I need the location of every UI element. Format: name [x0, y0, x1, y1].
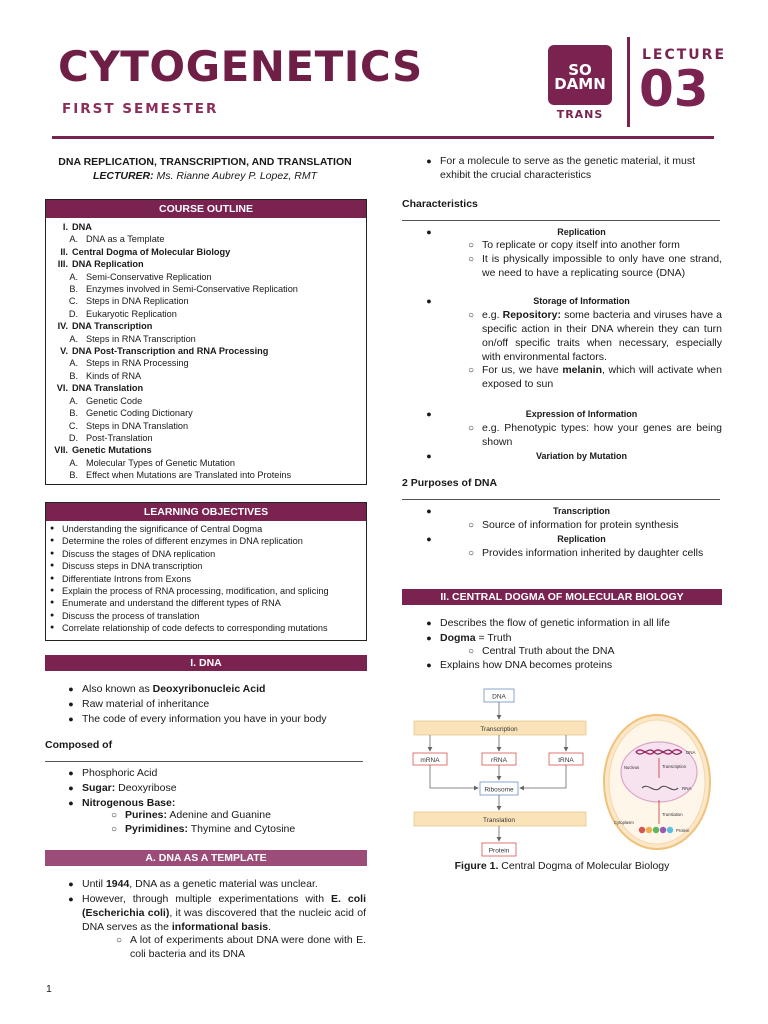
- outline-subitem: [46, 283, 366, 295]
- objective-text: Differentiate Introns from Exons: [62, 573, 192, 584]
- outline-subitem-number: A.: [69, 395, 78, 406]
- outline-subitem: [46, 420, 366, 432]
- replication-sub: [460, 239, 722, 281]
- outline-subitem: [46, 370, 366, 382]
- outline-subitem-number: B.: [69, 470, 78, 481]
- pyrimidines-label: Pyrimidines:: [125, 822, 189, 835]
- purpose-transcription: [418, 505, 723, 519]
- bullet-icon: ●: [50, 549, 55, 557]
- template-ecoli-experiments: A lot of experiments about DNA were done with E. coli bacteria and its DNA: [130, 934, 366, 960]
- list-item: ○ Source of information for protein synthesis: [460, 519, 722, 533]
- list-item: ○ Provides information inherited by daughter cells: [460, 547, 722, 561]
- list-item: ● Replication: [418, 533, 723, 546]
- outline-subitem-number: A.: [69, 358, 78, 369]
- objective-item: [50, 597, 362, 609]
- list-item: ○ Central Truth about the DNA: [460, 645, 722, 659]
- objective-text: Discuss the process of translation: [62, 610, 200, 621]
- outline-item: [46, 382, 366, 394]
- header-divider: [627, 37, 630, 127]
- char-variation: [418, 450, 723, 464]
- outline-item-number: VI.: [56, 383, 68, 394]
- purpose-transcription-sub: [460, 519, 722, 533]
- outline-subitem-number: B.: [69, 370, 78, 381]
- list-item: ● Also known as Deoxyribonucleic Acid: [68, 683, 266, 695]
- outline-subitem-number: C.: [68, 296, 78, 307]
- flow-rrna-label: rRNA: [491, 757, 507, 764]
- list-item: ● Dogma = Truth: [426, 631, 512, 644]
- dogma-label: Dogma: [440, 631, 476, 644]
- list-item: ○ Purines: Adenine and Guanine: [110, 809, 271, 821]
- dna-raw-material: Raw material of inheritance: [82, 697, 210, 710]
- objective-text: Explain the process of RNA processing, modification, and splicing: [62, 586, 329, 597]
- cell-illustration: [602, 712, 712, 852]
- outline-subitem: [46, 395, 366, 407]
- outline-subitem-label: Effect when Mutations are Translated into Proteins: [86, 470, 292, 481]
- template-t1-post: , DNA as a genetic material was unclear.: [129, 878, 318, 890]
- outline-subitem-number: A.: [69, 234, 78, 245]
- dna-aka-bold: Deoxyribonucleic Acid: [152, 683, 266, 695]
- flow-dna-label: DNA: [492, 693, 506, 701]
- learning-objectives-list: [46, 521, 366, 637]
- outline-item-label: Genetic Mutations: [72, 445, 152, 456]
- dna-bullets: [60, 683, 366, 728]
- bullet-icon: ●: [50, 574, 55, 582]
- lecture-number: 03: [639, 60, 709, 118]
- header-rule: [52, 136, 714, 139]
- outline-item: [46, 345, 366, 357]
- course-outline-heading: COURSE OUTLINE: [46, 200, 366, 218]
- replication-sub-1: To replicate or copy itself into another form: [482, 239, 680, 251]
- objective-text: Determine the roles of different enzymes in DNA replication: [62, 536, 303, 547]
- cell-nucleus-label: Nucleus: [624, 765, 640, 770]
- purines-value: Adenine and Guanine: [167, 809, 271, 821]
- outline-subitem-number: A.: [69, 457, 78, 468]
- flow-connector: [430, 765, 478, 788]
- outline-subitem-label: Kinds of RNA: [86, 370, 142, 381]
- phosphoric-acid: Phosphoric Acid: [82, 767, 158, 779]
- outline-subitem-label: DNA as a Template: [86, 234, 165, 245]
- purpose-replication-sub: [460, 547, 722, 561]
- list-item: ● However, through multiple experimentations with E. coli (Escherichia coli), it was discovered that the nucleic acid of DNA serves as the informational basis.: [68, 892, 366, 933]
- bullet-icon: ●: [50, 599, 55, 607]
- genetic-material-intro: For a molecule to serve as the genetic material, it must exhibit the crucial characteristics: [440, 155, 696, 181]
- section-central-dogma-heading: II. CENTRAL DOGMA OF MOLECULAR BIOLOGY: [402, 589, 722, 605]
- sugar-label: Sugar:: [82, 781, 116, 794]
- purpose-replication: [418, 533, 723, 547]
- storage-label: Storage of Information: [533, 296, 630, 306]
- char-storage: [418, 295, 723, 309]
- outline-item: [46, 246, 366, 258]
- learning-objectives-box: [45, 502, 367, 641]
- outline-item-number: VII.: [54, 445, 68, 456]
- outline-item-label: DNA Transcription: [72, 321, 153, 332]
- cell-rna-label: RNA: [682, 786, 692, 791]
- cell-protein-label: Protein: [676, 828, 690, 833]
- list-item: ● Describes the flow of genetic information in all life: [418, 617, 723, 631]
- purposes-heading: 2 Purposes of DNA: [402, 477, 498, 489]
- outline-subitem: [46, 432, 366, 444]
- objective-item: [50, 573, 362, 585]
- sugar-value: Deoxyribose: [115, 781, 177, 794]
- outline-item-label: Central Dogma of Molecular Biology: [72, 246, 231, 257]
- doc-title: DNA REPLICATION, TRANSCRIPTION, AND TRANSLATION: [58, 156, 352, 168]
- storage-sub-2-bold: melanin: [562, 364, 602, 377]
- outline-subitem-label: Post-Translation: [86, 432, 153, 443]
- outline-subitem: [46, 333, 366, 345]
- outline-subitem: [46, 357, 366, 369]
- expression-label: Expression of Information: [525, 409, 638, 419]
- list-item: ○ For us, we have melanin, which will activate when exposed to sun: [467, 364, 722, 391]
- outline-subitem-label: Enzymes involved in Semi-Conservative Replication: [86, 284, 298, 295]
- bullet-icon: ●: [50, 525, 55, 532]
- lecture-label: LECTURE: [642, 47, 727, 63]
- list-item: ● Sugar: Deoxyribose: [68, 781, 177, 794]
- list-item: ● Expression of Information: [418, 408, 723, 421]
- outline-subitem: [46, 233, 366, 245]
- storage-sub-2-pre: For us, we have: [482, 364, 563, 377]
- figure-caption: [404, 860, 720, 874]
- lecturer-label: LECTURER:: [92, 170, 154, 182]
- objective-text: Understanding the significance of Central Dogma: [62, 524, 263, 534]
- central-dogma-bullets-2: [418, 659, 723, 674]
- intro-bullets: [418, 155, 723, 184]
- figure-caption-label: Figure 1.: [454, 860, 499, 872]
- dna-code: The code of every information you have in your body: [82, 712, 327, 725]
- template-t1-year: 1944: [105, 878, 130, 890]
- outline-item-number: IV.: [57, 321, 68, 332]
- outline-subitem: [46, 457, 366, 469]
- logo-line-2: DAMN: [554, 75, 606, 94]
- template-bullets: [60, 878, 366, 935]
- list-item: ● Variation by Mutation: [418, 450, 723, 463]
- objective-text: Discuss steps in DNA transcription: [62, 561, 203, 572]
- outline-subitem-label: Eukaryotic Replication: [86, 308, 177, 319]
- variation-label: Variation by Mutation: [535, 451, 627, 461]
- list-item: ○ e.g. Phenotypic types: how your genes are being shown: [467, 422, 722, 448]
- outline-item: [46, 258, 366, 270]
- protein-bead: [667, 827, 673, 833]
- outline-subitem-number: B.: [69, 408, 78, 419]
- storage-sub-1-bold: Repository:: [502, 309, 561, 321]
- bases-sub-bullets: [103, 809, 363, 837]
- outline-item-number: V.: [60, 346, 68, 357]
- char-expression: [418, 408, 723, 422]
- outline-item-number: II.: [60, 246, 68, 257]
- list-item: ● Replication: [418, 226, 723, 239]
- expression-sub: [460, 422, 722, 450]
- list-item: ○ e.g. Repository: some bacteria and viruses have a specific action in their DNA wherein they can turn on/off specific traits when necessary, especially with environmental factors.: [467, 309, 723, 363]
- objective-item: [50, 548, 362, 560]
- doc-lecturer: [45, 170, 365, 184]
- course-outline-box: [45, 199, 367, 485]
- expression-sub-1: e.g. Phenotypic types: how your genes are being shown: [482, 422, 722, 448]
- outline-subitem: [46, 295, 366, 307]
- list-item: ● Nitrogenous Base:: [68, 796, 176, 809]
- replication-label: Replication: [557, 227, 606, 237]
- outline-subitem-number: D.: [68, 432, 78, 443]
- objective-text: Correlate relationship of code defects to corresponding mutations: [62, 623, 328, 634]
- outline-subitem-label: Steps in RNA Transcription: [86, 333, 196, 344]
- outline-subitem-number: A.: [69, 333, 78, 344]
- outline-item-number: III.: [57, 259, 68, 270]
- figure-caption-text: Central Dogma of Molecular Biology: [498, 860, 670, 872]
- outline-subitem: [46, 407, 366, 419]
- protein-bead: [646, 827, 652, 833]
- bullet-icon: ●: [50, 537, 55, 545]
- template-t2-mid: , it was discovered that the nucleic acid of DNA serves as the: [82, 906, 366, 933]
- objective-item: [50, 585, 362, 597]
- outline-subitem-label: Semi-Conservative Replication: [86, 271, 212, 282]
- replication-sub-2: It is physically impossible to only have one strand, we need to have a replicating source (DNA): [482, 252, 722, 279]
- storage-sub-1-rest: some bacteria and viruses have a specific action in their DNA wherein they can turn on/off specific traits when necessary, especially with environmental factors.: [482, 309, 723, 363]
- cell-dna-label: DNA: [686, 750, 696, 755]
- outline-subitem: [46, 271, 366, 283]
- flow-ribosome-label: Ribosome: [484, 786, 514, 794]
- central-dogma-flowchart: [404, 686, 594, 860]
- list-item: ● The code of every information you have in your body: [60, 713, 366, 727]
- objective-item: [50, 523, 362, 535]
- outline-subitem-number: B.: [69, 284, 78, 295]
- outline-subitem-label: Steps in RNA Processing: [86, 358, 189, 369]
- composed-of-bullets: [60, 767, 366, 812]
- composed-of-heading: Composed of: [45, 739, 113, 751]
- protein-bead: [639, 827, 645, 833]
- flow-connector: [520, 765, 566, 788]
- nitrogenous-base-label: Nitrogenous Base:: [82, 796, 176, 809]
- bullet-icon: ●: [50, 587, 55, 595]
- learning-objectives-heading: LEARNING OBJECTIVES: [46, 503, 366, 521]
- objective-item: [50, 610, 362, 622]
- bullet-icon: ●: [50, 624, 55, 632]
- outline-subitem: [46, 308, 366, 320]
- outline-item-label: DNA Replication: [72, 259, 144, 270]
- template-t2-post: .: [268, 920, 272, 933]
- list-item: ● Transcription: [418, 505, 723, 518]
- list-item: ○ Pyrimidines: Thymine and Cytosine: [110, 822, 296, 835]
- flow-trna-label: tRNA: [558, 757, 574, 764]
- dogma-sub-text: Central Truth about the DNA: [482, 645, 615, 657]
- cell-cytoplasm-label: Cytoplasm: [614, 820, 634, 825]
- section-template-heading: A. DNA AS A TEMPLATE: [45, 850, 367, 866]
- composed-of-rule: [45, 761, 363, 762]
- list-item: ○ A lot of experiments about DNA were done with E. coli bacteria and its DNA: [115, 934, 366, 960]
- outline-subitem-label: Steps in DNA Translation: [86, 420, 189, 431]
- cell-transcription-label: Transcription: [662, 764, 687, 769]
- purpose-replication-desc: Provides information inherited by daughter cells: [482, 547, 704, 559]
- char-replication: [418, 226, 723, 240]
- template-t2-pre: However, through multiple experimentations with: [82, 892, 332, 905]
- lecturer-name: Ms. Rianne Aubrey P. Lopez, RMT: [153, 170, 318, 182]
- outline-subitem: [46, 469, 366, 481]
- storage-sub-1-pre: e.g.: [482, 309, 503, 321]
- objective-text: Discuss the stages of DNA replication: [62, 548, 216, 559]
- flow-translation-label: Translation: [483, 817, 515, 824]
- pyrimidines-value: Thymine and Cytosine: [188, 822, 296, 835]
- template-t2-basis: informational basis: [171, 920, 269, 933]
- list-item: ● Phosphoric Acid: [60, 767, 366, 781]
- characteristics-rule: [402, 220, 720, 221]
- outline-subitem-label: Steps in DNA Replication: [86, 296, 189, 307]
- objective-item: [50, 560, 362, 572]
- template-sub-bullets: [108, 934, 366, 962]
- flow-mrna-label: mRNA: [420, 757, 440, 764]
- list-item: ○ To replicate or copy itself into another form: [460, 239, 722, 253]
- cell-translation-label: Translation: [662, 812, 683, 817]
- storage-sub-2-rest: , which will activate when exposed to sun: [482, 364, 722, 391]
- list-item: ○ It is physically impossible to only have one strand, we need to have a replicating source (DNA): [467, 252, 722, 279]
- outline-item-label: DNA: [72, 222, 92, 232]
- outline-item: [46, 221, 366, 233]
- flow-transcription-label: Transcription: [480, 726, 518, 733]
- storage-sub: [460, 309, 722, 392]
- purposes-rule: [402, 499, 720, 500]
- list-item: ● Raw material of inheritance: [60, 698, 366, 712]
- purpose-transcription-desc: Source of information for protein synthesis: [482, 519, 679, 531]
- template-t1-pre: Until: [82, 878, 106, 890]
- section-dna-heading: I. DNA: [45, 655, 367, 671]
- list-item: ● Explains how DNA becomes proteins: [418, 659, 723, 673]
- outline-subitem-label: Genetic Code: [86, 395, 143, 406]
- purines-label: Purines:: [125, 809, 168, 821]
- page-number: 1: [46, 983, 52, 995]
- central-dogma-flow: Describes the flow of genetic information in all life: [440, 617, 670, 629]
- objective-item: [50, 535, 362, 547]
- purpose-replication-label: Replication: [557, 534, 606, 544]
- protein-bead: [660, 827, 666, 833]
- list-item: ● For a molecule to serve as the genetic material, it must exhibit the crucial characteristics: [418, 155, 723, 183]
- dna-aka-text: Also known as: [82, 683, 153, 695]
- outline-item-label: DNA Translation: [72, 383, 144, 394]
- logo-line-1: SO: [568, 61, 592, 79]
- outline-subitem-label: Genetic Coding Dictionary: [86, 408, 193, 419]
- dna-becomes-proteins: Explains how DNA becomes proteins: [440, 659, 613, 671]
- course-outline-list: [46, 218, 366, 484]
- outline-item-label: DNA Post-Transcription and RNA Processing: [72, 346, 269, 357]
- dogma-sub: [460, 645, 722, 659]
- bullet-icon: ●: [50, 562, 55, 570]
- logo-text: [552, 63, 608, 92]
- logo-caption: TRANS: [556, 108, 604, 121]
- outline-item: [46, 320, 366, 332]
- outline-item-number: I.: [62, 222, 68, 232]
- flow-protein-label: Protein: [488, 847, 510, 855]
- purpose-transcription-label: Transcription: [552, 506, 610, 516]
- outline-subitem-label: Molecular Types of Genetic Mutation: [86, 457, 235, 468]
- outline-subitem-number: C.: [68, 420, 78, 431]
- list-item: ● Storage of Information: [418, 295, 723, 308]
- protein-bead: [653, 827, 659, 833]
- dogma-meaning: = Truth: [475, 631, 512, 644]
- characteristics-heading: Characteristics: [402, 198, 478, 210]
- brand-title: CYTOGENETICS: [58, 42, 423, 91]
- outline-item: [46, 444, 366, 456]
- objective-text: Enumerate and understand the different types of RNA: [62, 598, 281, 609]
- bullet-icon: ●: [50, 611, 55, 619]
- objective-item: [50, 622, 362, 634]
- template-t2-ecoli: E. coli (Escherichia coli): [82, 892, 366, 919]
- central-dogma-bullets: [418, 617, 723, 647]
- semester-label: FIRST SEMESTER: [62, 101, 219, 117]
- list-item: ● Until 1944, DNA as a genetic material was unclear.: [68, 878, 318, 890]
- outline-subitem-number: A.: [69, 271, 78, 282]
- outline-subitem-number: D.: [68, 308, 78, 319]
